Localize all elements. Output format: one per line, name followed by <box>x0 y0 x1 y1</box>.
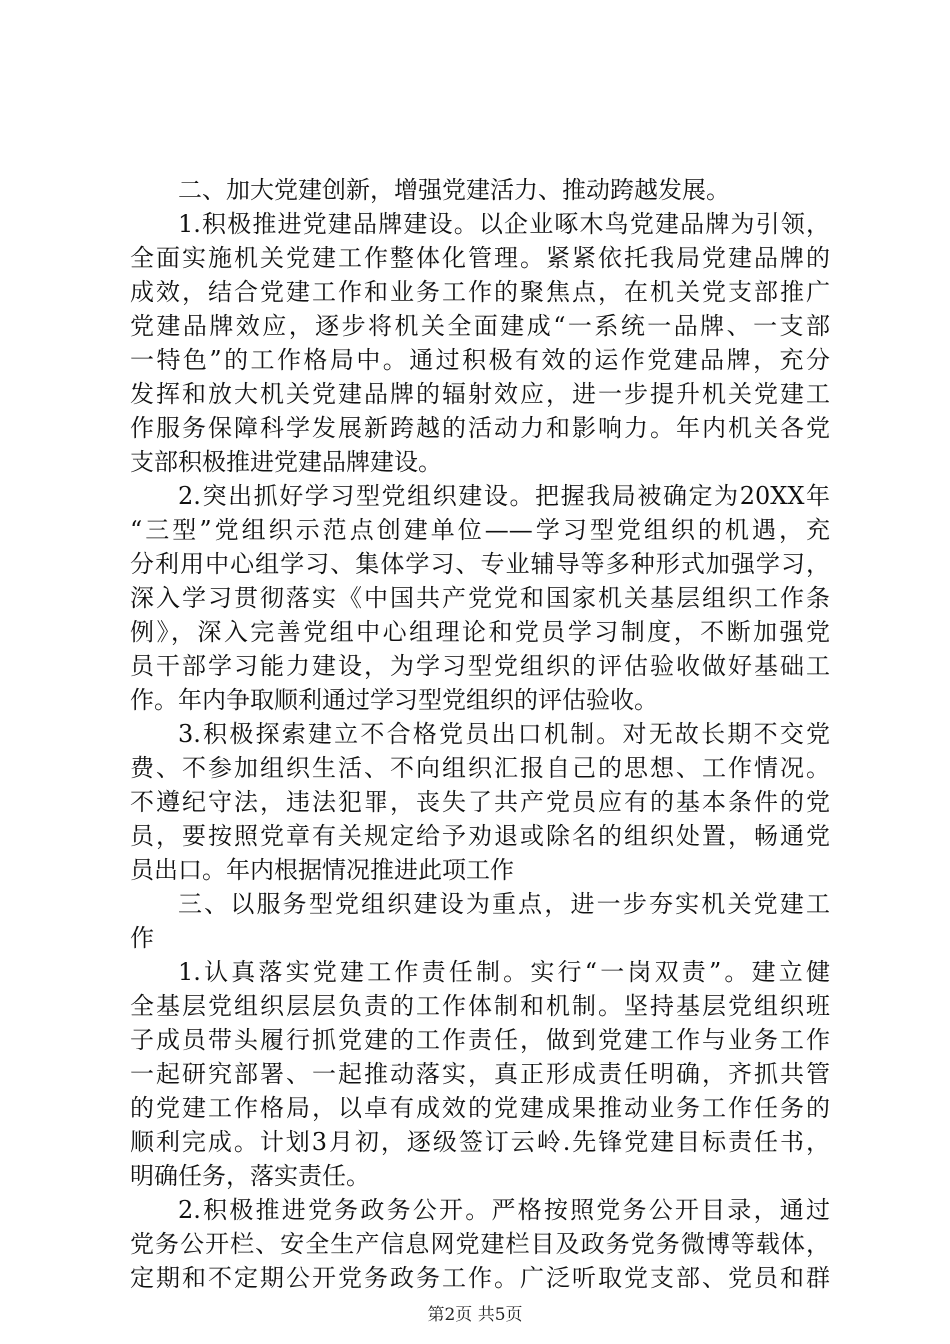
paragraph-line: 全面实施机关党建工作整体化管理。紧紧依托我局党建品牌的 <box>130 244 830 272</box>
page-number-footer: 第2页 共5页 <box>427 1305 523 1325</box>
paragraph-line: 例》，深入完善党组中心组理论和党员学习制度，不断加强党 <box>130 618 830 646</box>
paragraph-line: 一起研究部署、一起推动落实，真正形成责任明确，齐抓共管 <box>130 1060 830 1088</box>
paragraph-line: 不遵纪守法，违法犯罪，丧失了共产党员应有的基本条件的党 <box>130 788 830 816</box>
paragraph-line: 支部积极推进党建品牌建设。 <box>130 448 442 476</box>
paragraph-line: 全基层党组织层层负责的工作体制和机制。坚持基层党组织班 <box>130 992 830 1020</box>
section-heading-3: 三、以服务型党组织建设为重点，进一步夯实机关党建工 <box>178 890 830 918</box>
paragraph-line: “三型”党组织示范点创建单位——学习型党组织的机遇，充 <box>130 516 830 544</box>
paragraph-line: 作。年内争取顺利通过学习型党组织的评估验收。 <box>130 686 658 714</box>
paragraph-line: 分利用中心组学习、集体学习、专业辅导等多种形式加强学习， <box>130 550 830 578</box>
paragraph-line: 1.认真落实党建工作责任制。实行“一岗双责”。建立健 <box>178 958 830 986</box>
paragraph-line: 党务公开栏、安全生产信息网党建栏目及政务党务微博等载体， <box>130 1230 830 1258</box>
paragraph-line: 深入学习贯彻落实《中国共产党党和国家机关基层组织工作条 <box>130 584 830 612</box>
paragraph-line: 2.突出抓好学习型党组织建设。把握我局被确定为20XX年 <box>178 482 830 510</box>
paragraph-line: 1.积极推进党建品牌建设。以企业啄木鸟党建品牌为引领， <box>178 210 830 238</box>
paragraph-line: 员，要按照党章有关规定给予劝退或除名的组织处置，畅通党 <box>130 822 830 850</box>
paragraph-line: 子成员带头履行抓党建的工作责任，做到党建工作与业务工作 <box>130 1026 830 1054</box>
paragraph-line: 明确任务，落实责任。 <box>130 1162 370 1190</box>
paragraph-line: 费、不参加组织生活、不向组织汇报自己的思想、工作情况。 <box>130 754 830 782</box>
paragraph-line: 党建品牌效应，逐步将机关全面建成“一系统一品牌、一支部 <box>130 312 830 340</box>
section-heading-3-continued: 作 <box>130 924 154 952</box>
section-heading-2: 二、加大党建创新，增强党建活力、推动跨越发展。 <box>178 176 730 204</box>
paragraph-line: 一特色”的工作格局中。通过积极有效的运作党建品牌，充分 <box>130 346 830 374</box>
paragraph-line: 员干部学习能力建设，为学习型党组织的评估验收做好基础工 <box>130 652 830 680</box>
paragraph-line: 发挥和放大机关党建品牌的辐射效应，进一步提升机关党建工 <box>130 380 830 408</box>
paragraph-line: 员出口。年内根据情况推进此项工作 <box>130 856 514 884</box>
paragraph-line: 成效，结合党建工作和业务工作的聚焦点，在机关党支部推广 <box>130 278 830 306</box>
paragraph-line: 顺利完成。计划3月初，逐级签订云岭.先锋党建目标责任书， <box>130 1128 830 1156</box>
paragraph-line: 的党建工作格局，以卓有成效的党建成果推动业务工作任务的 <box>130 1094 830 1122</box>
paragraph-line: 2.积极推进党务政务公开。严格按照党务公开目录，通过 <box>178 1196 830 1224</box>
paragraph-line: 3.积极探索建立不合格党员出口机制。对无故长期不交党 <box>178 720 830 748</box>
paragraph-line: 定期和不定期公开党务政务工作。广泛听取党支部、党员和群 <box>130 1264 830 1292</box>
paragraph-line: 作服务保障科学发展新跨越的活动力和影响力。年内机关各党 <box>130 414 830 442</box>
